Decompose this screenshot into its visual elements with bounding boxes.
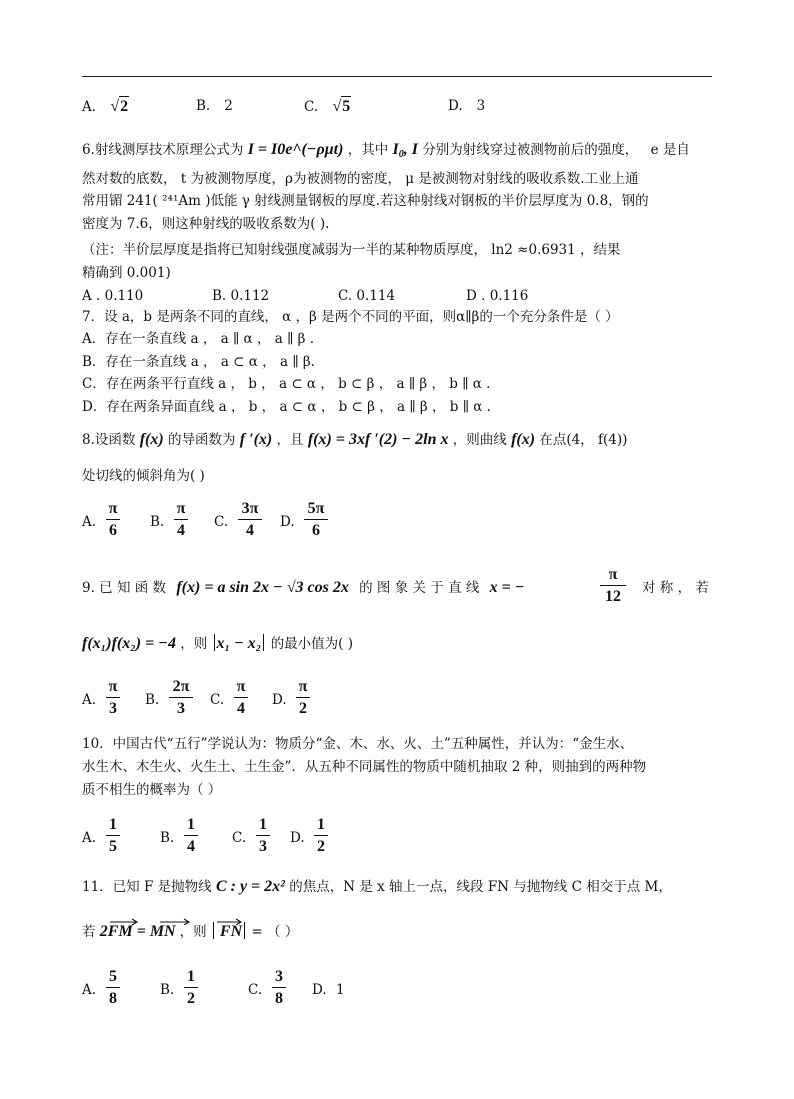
q9-option-c-label: C. <box>210 692 225 708</box>
q9-option-b-label: B. <box>145 692 160 708</box>
q10-option-b-label: B. <box>160 830 175 846</box>
q8-option-b-fraction: π 4 <box>174 500 188 540</box>
q10-option-d-label: D. <box>290 830 305 846</box>
option-c-value: 5 <box>342 98 351 115</box>
option-a-value: 2 <box>120 98 129 115</box>
q7-option-c: C．存在两条平行直线 a ， b ， a ⊂ α ， b ⊂ β ， a ∥ β ， b ∥ α . <box>82 376 491 392</box>
q7-option-a: A．存在一条直线 a ， a ∥ α ， a ∥ β . <box>82 331 314 347</box>
q6-line-2: 然对数的底数， t 为被测物厚度，ρ为被测物的密度， μ 是被测物对射线的吸收系数.工业上通 <box>82 171 639 187</box>
q7-stem: 7．设 a，b 是两条不同的直线， α ，β 是两个不同的平面，则α∥β的一个充分条件是（ ） <box>82 309 619 325</box>
q11-vector-equation: 2FM = MN <box>100 923 180 940</box>
q7-option-d: D．存在两条异面直线 a ， b ， a ⊂ α ， b ⊂ β ， a ∥ β ， b ∥ α . <box>82 399 491 415</box>
q6-note-2: 精确到 0.001) <box>82 265 171 281</box>
q8-option-d-fraction: 5π 6 <box>304 500 328 540</box>
q10-line-2: 水生木、木生火、火生土、土生金”．从五种不同属性的物质中随机抽取 2 种，则抽到的两种物 <box>82 759 647 775</box>
vector-arrows <box>108 917 192 925</box>
q9-option-d-fraction: π 2 <box>296 678 310 718</box>
header-rule <box>82 76 712 77</box>
q8-option-d-label: D. <box>280 514 295 530</box>
q6-formula: I = I0e^(−ρμt) <box>247 141 344 158</box>
q8-option-c-label: C. <box>214 514 229 530</box>
q6-line-4: 密度为 7.6，则这种射线的吸收系数为( ). <box>82 216 330 232</box>
q11-option-d-label: D. <box>312 982 327 998</box>
q10-line-3: 质不相生的概率为（ ） <box>82 782 222 798</box>
option-d: D. 3 <box>448 98 486 114</box>
q10-option-b-fraction: 1 4 <box>184 816 198 856</box>
q9-option-b-fraction: 2π 3 <box>169 678 193 718</box>
q8-option-c-fraction: 3π 4 <box>238 500 262 540</box>
q6-option-c: C. 0.114 <box>338 288 396 304</box>
q8-line-1: 8.设函数 f(x) 的导函数为 f ′(x) ，且 f(x) = 3xf ′(2) − 2ln x ，则曲线 f(x) 在点(4， f(4)) <box>82 431 628 448</box>
q11-option-b-fraction: 1 2 <box>184 968 198 1008</box>
q9-option-c-fraction: π 4 <box>234 678 248 718</box>
q8-option-a-fraction: π 6 <box>106 500 120 540</box>
q10-option-c-label: C. <box>232 830 247 846</box>
q9-equation: f(x) = a sin 2x − √3 cos 2x <box>176 579 349 596</box>
q6-note-1: （注：半价层厚度是指将已知射线强度减弱为一半的某种物质厚度， ln2 ≈0.6931 ，结果 <box>82 242 621 258</box>
q10-option-a-label: A. <box>82 830 97 846</box>
q10-option-d-fraction: 1 2 <box>314 816 328 856</box>
q11-option-b-label: B. <box>160 982 175 998</box>
q11-option-a-fraction: 5 8 <box>106 968 120 1008</box>
q10-line-1: 10．中国古代“五行”学说认为：物质分“金、木、水、火、土”五种属性，并认为：“金生水、 <box>82 736 634 752</box>
q11-parabola: C : y = 2x² <box>215 878 285 895</box>
q11-option-a-label: A. <box>82 982 97 998</box>
q9-line-2: f(x₁)f(x₂) = −4 ，则 x₁ − x₂ 的最小值为( ) <box>82 635 354 652</box>
q9-option-d-label: D. <box>272 692 287 708</box>
q11-option-c-label: C. <box>248 982 263 998</box>
option-a: A. √2 <box>82 98 129 115</box>
q8-option-b-label: B. <box>150 514 165 530</box>
q11-option-d-value: 1 <box>336 982 345 998</box>
option-b: B. 2 <box>196 98 233 114</box>
q11-option-c-fraction: 3 8 <box>272 968 286 1008</box>
q6-line-1: 6.射线测厚技术原理公式为 I = I0e^(−ρμt) ，其中 $I_0$, I 分别为射线穿过被测物前后的强度， e 是自 <box>82 141 690 160</box>
q10-option-c-fraction: 1 3 <box>256 816 270 856</box>
vector-arrow-fn <box>216 917 244 925</box>
q8-equation: f(x) = 3xf ′(2) − 2ln x <box>307 431 449 448</box>
q8-option-a-label: A. <box>82 514 97 530</box>
q6-option-b: B. 0.112 <box>212 288 270 304</box>
q6-option-a: A . 0.110 <box>82 288 144 304</box>
q6-line-3: 常用镅 241( ²⁴¹Am )低能 γ 射线测量钢板的厚度.若这种射线对钢板的半价层厚度为 0.8，钢的 <box>82 193 649 209</box>
q9-option-a-label: A. <box>82 692 97 708</box>
q11-line-2: 若 2FM = MN ，则 FN = （ ） <box>82 922 298 942</box>
q9-option-a-fraction: π 3 <box>106 678 120 718</box>
q9-line-1: 9. 已 知 函 数 f(x) = a sin 2x − √3 cos 2x 的 图 象 关 于 直 线 x = − <box>82 579 525 596</box>
q11-line-1: 11．已知 F 是抛物线 C : y = 2x² 的焦点，N 是 x 轴上一点，线段 FN 与抛物线 C 相交于点 M， <box>82 878 672 895</box>
q7-option-b: B．存在一条直线 a ， a ⊂ α ， a ∥ β. <box>82 354 315 370</box>
q6-option-d: D . 0.116 <box>466 288 529 304</box>
option-c: C. √5 <box>304 98 351 115</box>
q8-line-2: 处切线的倾斜角为( ) <box>82 468 205 484</box>
q9-line-1-tail: 对 称 ， 若 <box>642 580 709 596</box>
q10-option-a-fraction: 1 5 <box>106 816 120 856</box>
q9-pi-over-12: π 12 <box>600 566 626 606</box>
